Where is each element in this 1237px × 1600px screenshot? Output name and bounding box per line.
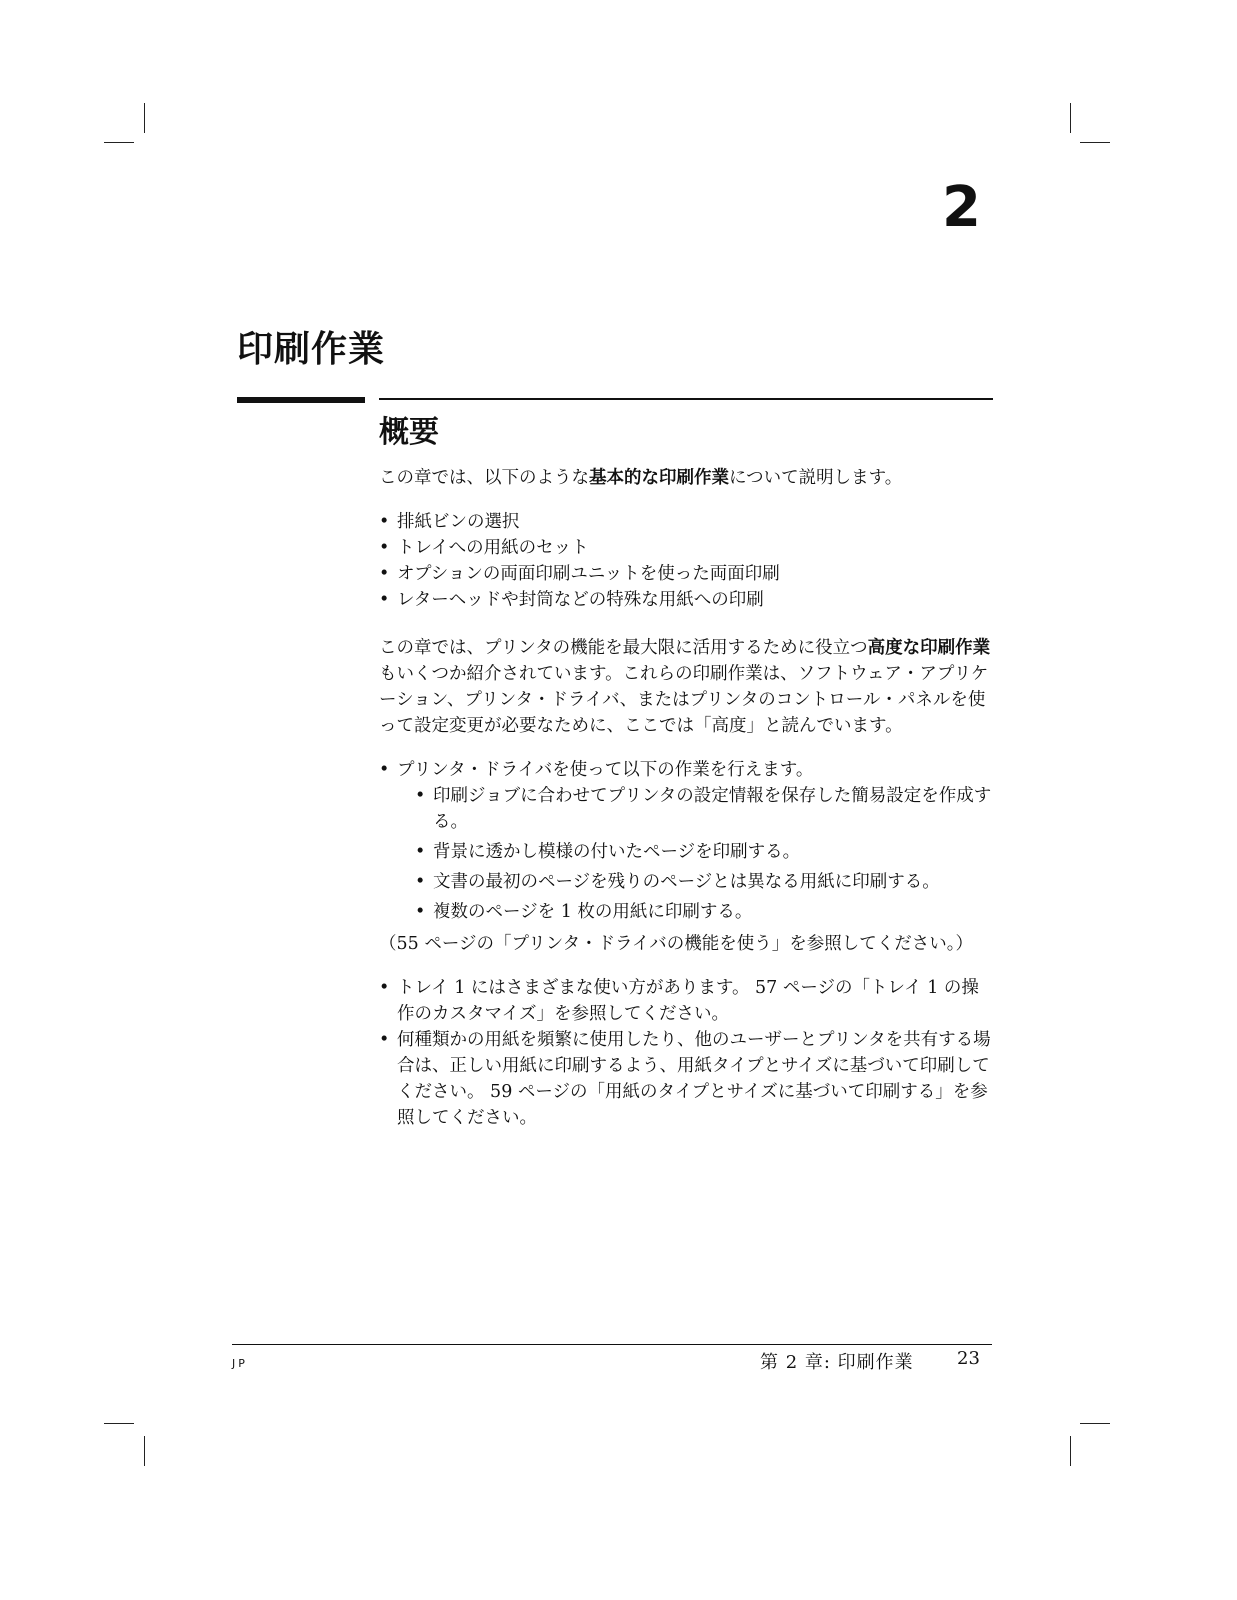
list-item: • トレイへの用紙のセット xyxy=(379,535,995,561)
footer-rule xyxy=(232,1344,992,1345)
list-item: • 複数のページを 1 枚の用紙に印刷する。 xyxy=(415,899,995,925)
list-item: • 印刷ジョブに合わせてプリンタの設定情報を保存した簡易設定を作成する。 xyxy=(415,783,995,835)
intro-text: この章では、以下のような xyxy=(379,468,589,488)
list-item: • 何種類かの用紙を頻繁に使用したり、他のユーザーとプリンタを共有する場合は、正しい用紙に印刷するよう、用紙タイプとサイズに基づいて印刷してください。 59 ページの「用紙のタイプとサイズに基づいて印刷する」を参照してください。 xyxy=(379,1027,995,1131)
crop-mark xyxy=(1070,1436,1071,1466)
crop-mark xyxy=(1080,1423,1110,1424)
driver-subtask-list xyxy=(397,783,995,925)
list-item: • トレイ 1 にはさまざまな使い方があります。 57 ページの「トレイ 1 の操作のカスタマイズ」を参照してください。 xyxy=(379,975,995,1027)
intro-emphasis: 基本的な印刷作業 xyxy=(589,468,729,488)
crop-mark xyxy=(1080,142,1110,143)
section-heading: 概要 xyxy=(379,415,439,450)
list-item xyxy=(379,757,995,925)
list-item: • 文書の最初のページを残りのページとは異なる用紙に印刷する。 xyxy=(415,869,995,895)
advanced-paragraph xyxy=(379,635,995,739)
footer-language: JP xyxy=(232,1357,248,1370)
other-task-list xyxy=(379,975,995,1131)
chapter-rule-thin xyxy=(379,398,993,400)
driver-lead: プリンタ・ドライバを使って以下の作業を行えます。 xyxy=(397,760,814,780)
list-item: • レターヘッドや封筒などの特殊な用紙への印刷 xyxy=(379,587,995,613)
list-item: • 排紙ビンの選択 xyxy=(379,509,995,535)
chapter-number: 2 xyxy=(942,175,981,240)
basic-task-list xyxy=(379,509,995,613)
crop-mark xyxy=(144,1436,145,1466)
chapter-rule-thick xyxy=(237,397,365,403)
crop-mark xyxy=(104,142,134,143)
list-item: • オプションの両面印刷ユニットを使った両面印刷 xyxy=(379,561,995,587)
advanced-emphasis: 高度な印刷作業 xyxy=(867,638,991,658)
page-number: 23 xyxy=(957,1348,980,1369)
advanced-text: もいくつか紹介されています。これらの印刷作業は、ソフトウェア・アプリケーション、プリンタ・ドライバ、またはプリンタのコントロール・パネルを使って設定変更が必要なために、ここでは「高度」と読んでいます。 xyxy=(379,664,989,736)
list-item: • 背景に透かし模様の付いたページを印刷する。 xyxy=(415,839,995,865)
crop-mark xyxy=(144,103,145,133)
intro-paragraph xyxy=(379,465,995,491)
driver-reference: （55 ページの「プリンタ・ドライバの機能を使う」を参照してください。） xyxy=(379,934,973,954)
intro-text: について説明します。 xyxy=(729,468,903,488)
chapter-title: 印刷作業 xyxy=(237,329,386,370)
crop-mark xyxy=(1070,103,1071,133)
main-content xyxy=(379,415,995,1153)
footer-chapter-label: 第 2 章: 印刷作業 xyxy=(760,1352,914,1373)
advanced-text: この章では、プリンタの機能を最大限に活用するために役立つ xyxy=(379,638,868,658)
driver-task-list xyxy=(379,757,995,925)
crop-mark xyxy=(104,1423,134,1424)
